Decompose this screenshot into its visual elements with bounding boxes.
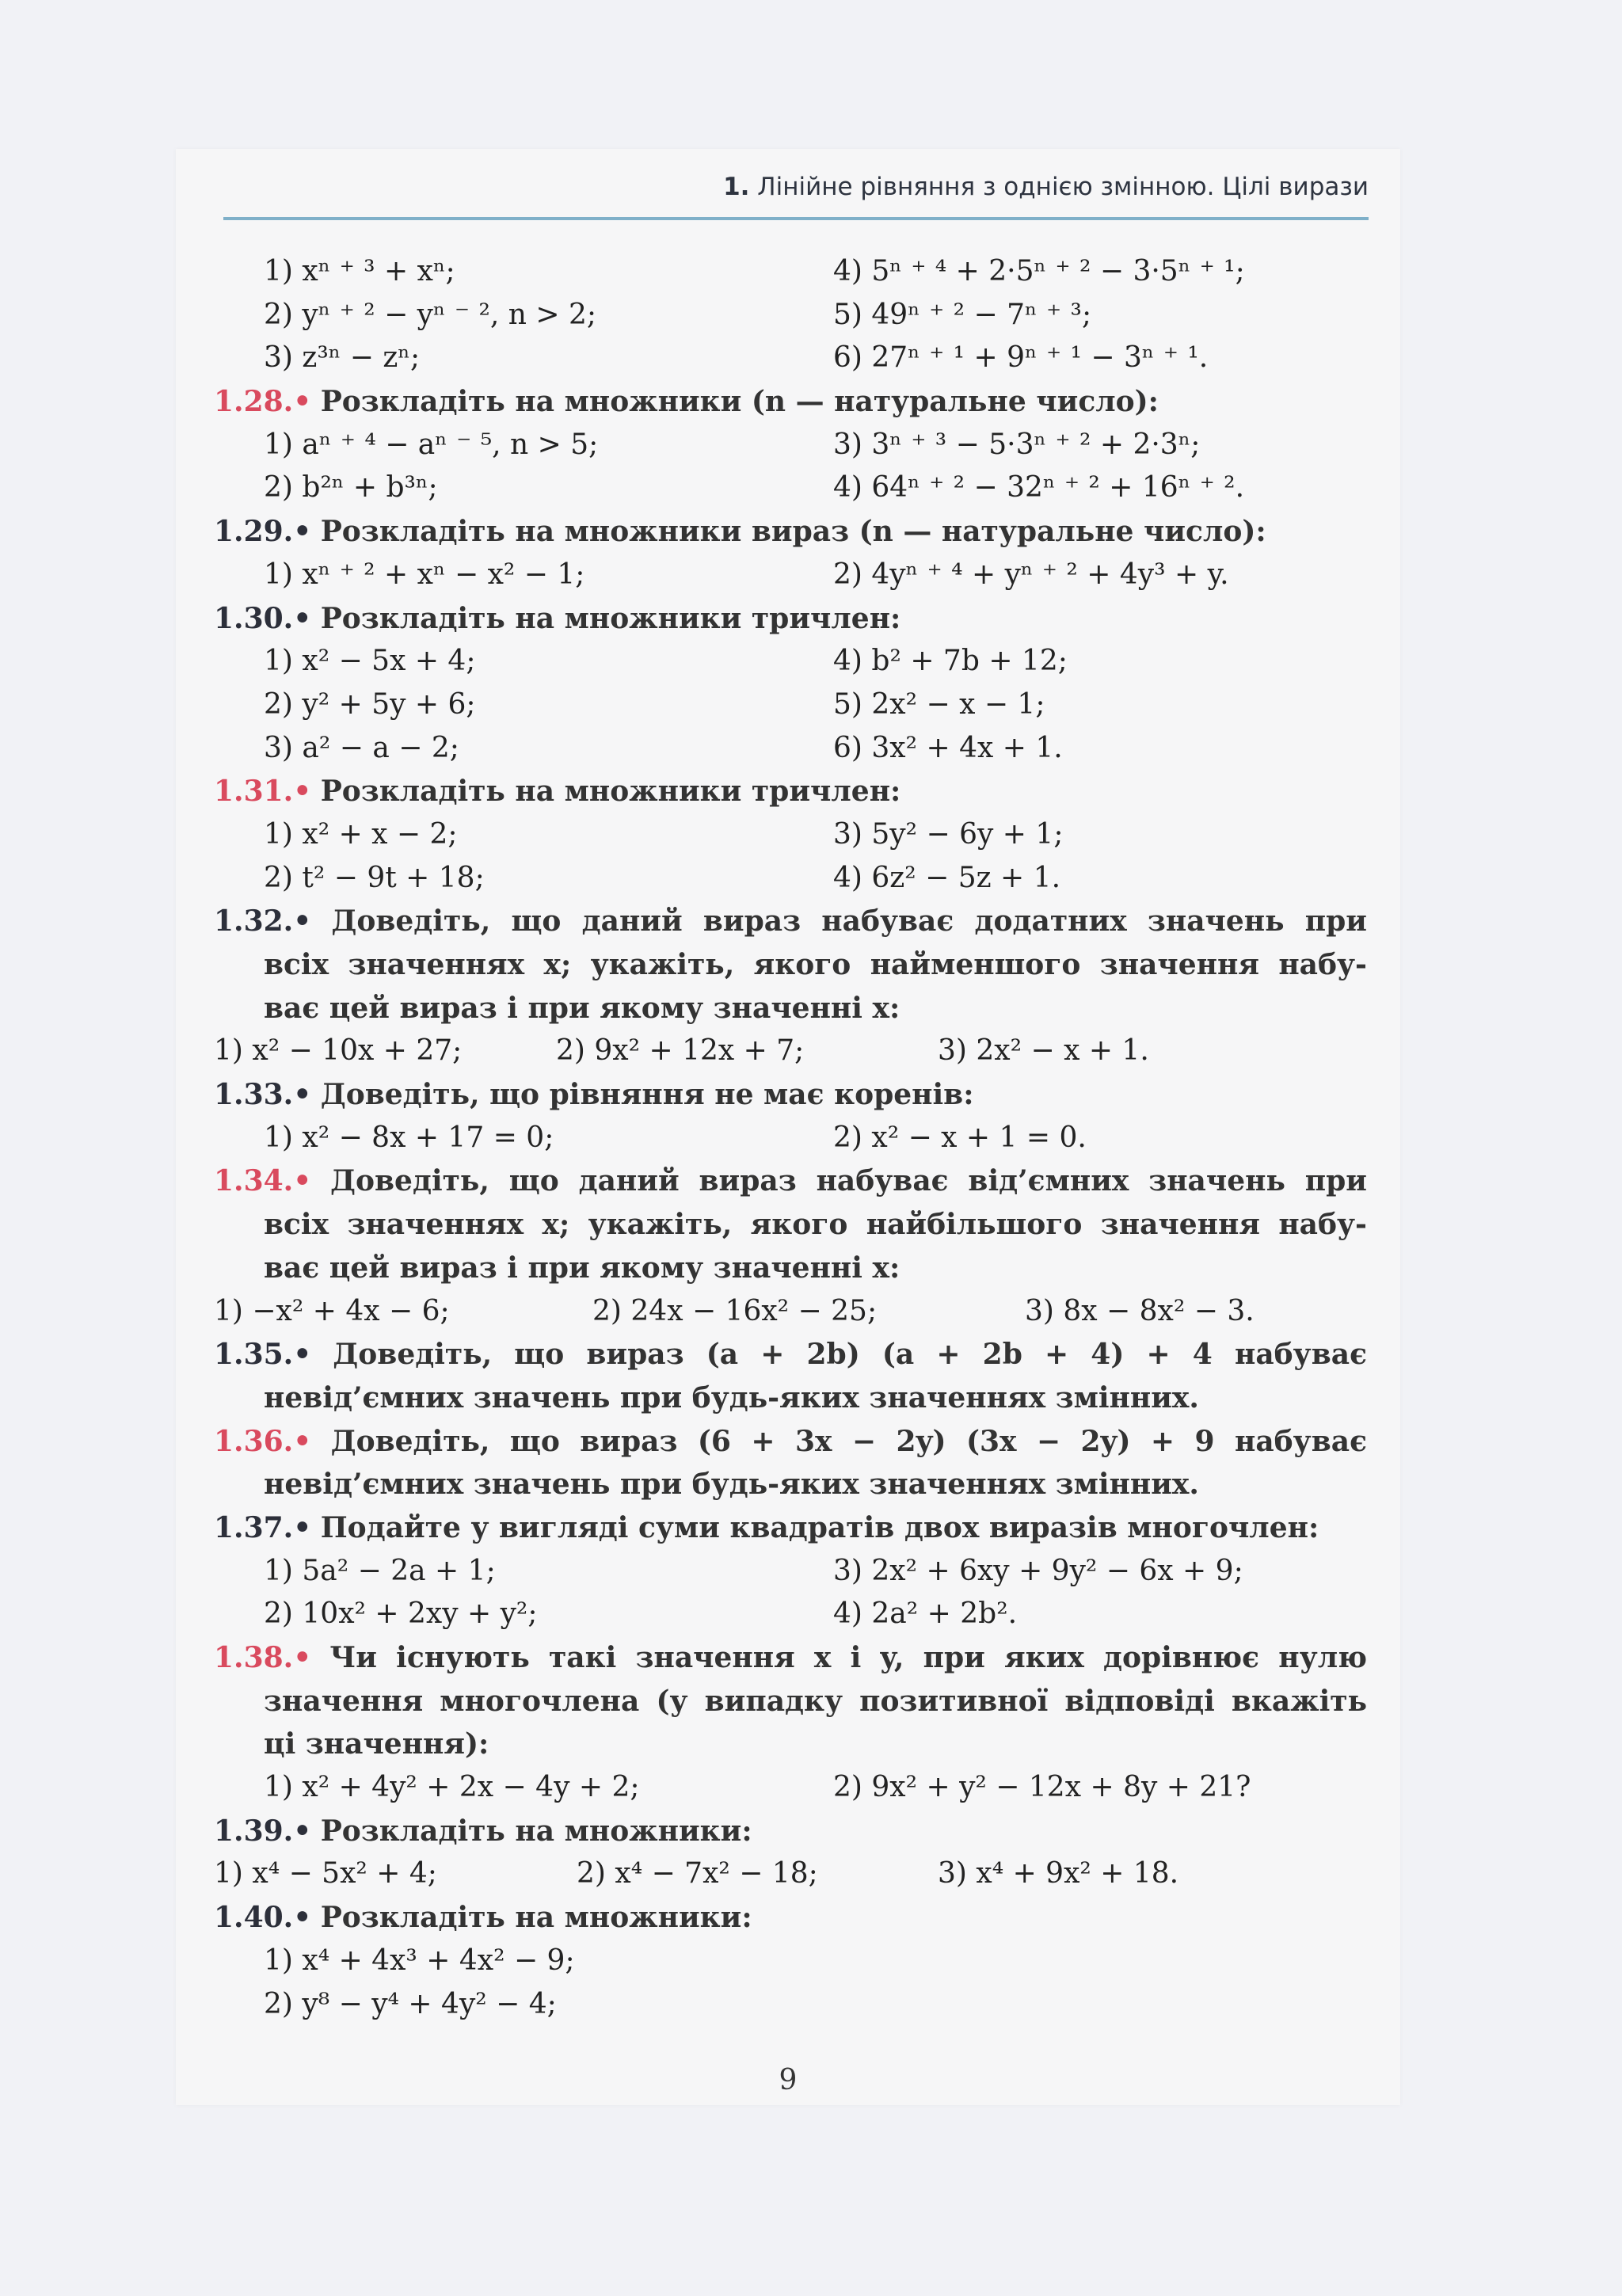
- problem-1-29: [214, 510, 1367, 554]
- item: 4) 2a² + 2b².: [833, 1597, 1018, 1631]
- item: 2) y⁸ − y⁴ + 4y² − 4;: [264, 1987, 557, 2020]
- problem-1-35: [214, 1333, 1367, 1376]
- item: 3) z³ⁿ − zⁿ;: [264, 341, 421, 375]
- problem-text: Доведіть, що рівняння не має коренів:: [320, 1078, 974, 1112]
- problem-text: Розкладіть на множники тричлен:: [320, 601, 901, 635]
- problem-1-40: [214, 1896, 1367, 1940]
- problem-1-39: [214, 1810, 1367, 1853]
- problem-number: 1.29.: [214, 515, 294, 549]
- problem-text: Розкладіть на множники:: [320, 1901, 752, 1935]
- problem-1-38: [214, 1636, 1367, 1680]
- problem-1-34: [214, 1159, 1367, 1203]
- problem-text: невід’ємних значень при будь-яких значеннях змінних.: [264, 1468, 1199, 1502]
- problem-1-31: [214, 770, 1367, 813]
- item: 2) 4yⁿ ⁺ ⁴ + yⁿ ⁺ ² + 4y³ + y.: [833, 558, 1229, 591]
- item: 3) 5y² − 6y + 1;: [833, 817, 1064, 851]
- item: 3) a² − a − 2;: [264, 731, 459, 764]
- problem-1-30: [214, 597, 1367, 641]
- problem-text: всіх значеннях x; укажіть, якого найменшого значення набу-: [264, 948, 1367, 981]
- item: 4) b² + 7b + 12;: [833, 645, 1068, 678]
- problem-number: 1.28.: [214, 385, 294, 419]
- difficulty-mark: •: [293, 1901, 312, 1935]
- problem-text: Розкладіть на множники тричлен:: [320, 775, 901, 809]
- item: 1) x² + x − 2;: [264, 817, 458, 851]
- problem-number: 1.30.: [214, 601, 294, 635]
- problem-text: Подайте у вигляді суми квадратів двох виразів многочлен:: [320, 1510, 1319, 1544]
- problem-1-37: [214, 1506, 1367, 1550]
- item: 3) x⁴ + 9x² + 18.: [938, 1857, 1179, 1890]
- item: 2) 9x² + 12x + 7;: [556, 1034, 805, 1068]
- problem-text: ці значення):: [264, 1727, 489, 1761]
- difficulty-mark: •: [293, 1510, 312, 1544]
- item: 1) 5a² − 2a + 1;: [264, 1554, 496, 1587]
- item: 4) 6z² − 5z + 1.: [833, 861, 1061, 894]
- chapter-title: Лінійне рівняння з однією змінною. Цілі вирази: [757, 173, 1369, 201]
- item: 2) t² − 9t + 18;: [264, 861, 485, 894]
- item: 3) 8x − 8x² − 3.: [1025, 1294, 1255, 1327]
- problem-number: 1.40.: [214, 1901, 294, 1935]
- problem-text: Доведіть, що даний вираз набуває додатних значень при: [331, 904, 1367, 939]
- item-row: [214, 337, 1367, 380]
- problem-text: ває цей вираз і при якому значенні x:: [264, 1251, 900, 1285]
- item-row: [214, 294, 1367, 337]
- problem-1-36: [214, 1420, 1367, 1464]
- item: 1) x² − 10x + 27;: [214, 1034, 463, 1068]
- difficulty-mark: •: [293, 1164, 312, 1198]
- problem-text: невід’ємних значень при будь-яких значеннях змінних.: [264, 1380, 1199, 1415]
- item: 1) x² − 8x + 17 = 0;: [264, 1121, 554, 1154]
- item: 1) x² − 5x + 4;: [264, 645, 476, 678]
- difficulty-mark: •: [293, 515, 312, 549]
- item-row: [214, 1593, 1367, 1636]
- item: 1) x⁴ − 5x² + 4;: [214, 1857, 437, 1890]
- item: 1) x² + 4y² + 2x − 4y + 2;: [264, 1771, 640, 1804]
- problem-number: 1.34.: [214, 1164, 294, 1198]
- item: 2) 9x² + y² − 12x + 8y + 21?: [833, 1771, 1251, 1804]
- problem-text: Розкладіть на множники (n — натуральне число):: [320, 385, 1159, 419]
- item-row: [214, 813, 1367, 857]
- item-row: [214, 683, 1367, 727]
- problem-number: 1.33.: [214, 1078, 294, 1112]
- problem-1-33: [214, 1073, 1367, 1117]
- item: 2) x² − x + 1 = 0.: [833, 1121, 1087, 1154]
- problem-number: 1.39.: [214, 1814, 294, 1848]
- exercise-list: [214, 250, 1367, 2026]
- item: 1) xⁿ ⁺ ³ + xⁿ;: [264, 255, 455, 287]
- item: 1) aⁿ ⁺ ⁴ − aⁿ ⁻ ⁵, n > 5;: [264, 428, 599, 461]
- item-row: [214, 1290, 1367, 1334]
- item: 2) yⁿ ⁺ ² − yⁿ ⁻ ², n > 2;: [264, 298, 597, 331]
- item-row: [214, 1550, 1367, 1593]
- item: 5) 2x² − x − 1;: [833, 687, 1045, 721]
- running-header: [223, 165, 1369, 209]
- item: 2) y² + 5y + 6;: [264, 687, 476, 721]
- problem-text: Розкладіть на множники:: [320, 1814, 752, 1848]
- difficulty-mark: •: [293, 1814, 312, 1848]
- problem-number: 1.35.: [214, 1338, 294, 1372]
- problem-text: Чи існують такі значення x і y, при яких дорівнює нулю: [329, 1641, 1367, 1674]
- item-row: [214, 1030, 1367, 1073]
- problem-text: значення многочлена (у випадку позитивної відповіді вкажіть: [264, 1684, 1367, 1718]
- problem-text: Доведіть, що вираз (6 + 3x − 2y) (3x − 2y) + 9 набуває: [330, 1424, 1367, 1458]
- item-row: [214, 1766, 1367, 1810]
- item: 3) 3ⁿ ⁺ ³ − 5·3ⁿ ⁺ ² + 2·3ⁿ;: [833, 428, 1201, 461]
- item-row: [214, 250, 1367, 294]
- difficulty-mark: •: [293, 1424, 312, 1458]
- problem-text: Доведіть, що вираз (a + 2b) (a + 2b + 4) + 4 набуває: [333, 1338, 1367, 1372]
- item: 4) 5ⁿ ⁺ ⁴ + 2·5ⁿ ⁺ ² − 3·5ⁿ ⁺ ¹;: [833, 255, 1245, 287]
- difficulty-mark: •: [293, 1078, 312, 1112]
- item: 1) −x² + 4x − 6;: [214, 1294, 450, 1327]
- textbook-page: [176, 149, 1400, 2105]
- item: 6) 3x² + 4x + 1.: [833, 731, 1063, 764]
- problem-number: 1.32.: [214, 904, 294, 939]
- item-row: [214, 727, 1367, 771]
- item-row: [214, 640, 1367, 683]
- item: 2) 10x² + 2xy + y²;: [264, 1597, 538, 1631]
- item: 3) 2x² + 6xy + 9y² − 6x + 9;: [833, 1554, 1243, 1587]
- item: 2) b²ⁿ + b³ⁿ;: [264, 471, 438, 505]
- problem-number: 1.31.: [214, 775, 294, 809]
- item-row: [214, 1852, 1367, 1896]
- problem-text: ває цей вираз і при якому значенні x:: [264, 991, 900, 1025]
- item-row: [214, 466, 1367, 510]
- item-row: [214, 424, 1367, 467]
- problem-number: 1.37.: [214, 1510, 294, 1544]
- problem-text: Доведіть, що даний вираз набуває від’ємних значень при: [330, 1164, 1367, 1198]
- item: 1) xⁿ ⁺ ² + xⁿ − x² − 1;: [264, 558, 585, 591]
- difficulty-mark: •: [293, 775, 312, 809]
- page-number: 9: [779, 2064, 798, 2096]
- difficulty-mark: •: [293, 904, 312, 939]
- problem-1-28: [214, 380, 1367, 424]
- item: 2) x⁴ − 7x² − 18;: [577, 1857, 818, 1890]
- difficulty-mark: •: [293, 1641, 312, 1674]
- item-row: [214, 857, 1367, 901]
- difficulty-mark: •: [293, 1338, 312, 1372]
- problem-text: всіх значеннях x; укажіть, якого найбільшого значення набу-: [264, 1208, 1367, 1242]
- difficulty-mark: •: [293, 601, 312, 635]
- problem-1-32: [214, 900, 1367, 943]
- item-row: [214, 1117, 1367, 1160]
- item: 2) 24x − 16x² − 25;: [592, 1294, 878, 1327]
- item: 6) 27ⁿ ⁺ ¹ + 9ⁿ ⁺ ¹ − 3ⁿ ⁺ ¹.: [833, 341, 1209, 375]
- chapter-number: 1.: [723, 173, 750, 201]
- item-row: [214, 554, 1367, 597]
- problem-number: 1.36.: [214, 1424, 294, 1458]
- difficulty-mark: •: [293, 385, 312, 419]
- item: 3) 2x² − x + 1.: [938, 1034, 1149, 1068]
- item: 4) 64ⁿ ⁺ ² − 32ⁿ ⁺ ² + 16ⁿ ⁺ ².: [833, 471, 1245, 505]
- header-rule: [223, 217, 1369, 220]
- item: 1) x⁴ + 4x³ + 4x² − 9;: [264, 1944, 575, 1977]
- problem-number: 1.38.: [214, 1641, 294, 1674]
- item: 5) 49ⁿ ⁺ ² − 7ⁿ ⁺ ³;: [833, 298, 1092, 331]
- problem-text: Розкладіть на множники вираз (n — натуральне число):: [320, 515, 1266, 549]
